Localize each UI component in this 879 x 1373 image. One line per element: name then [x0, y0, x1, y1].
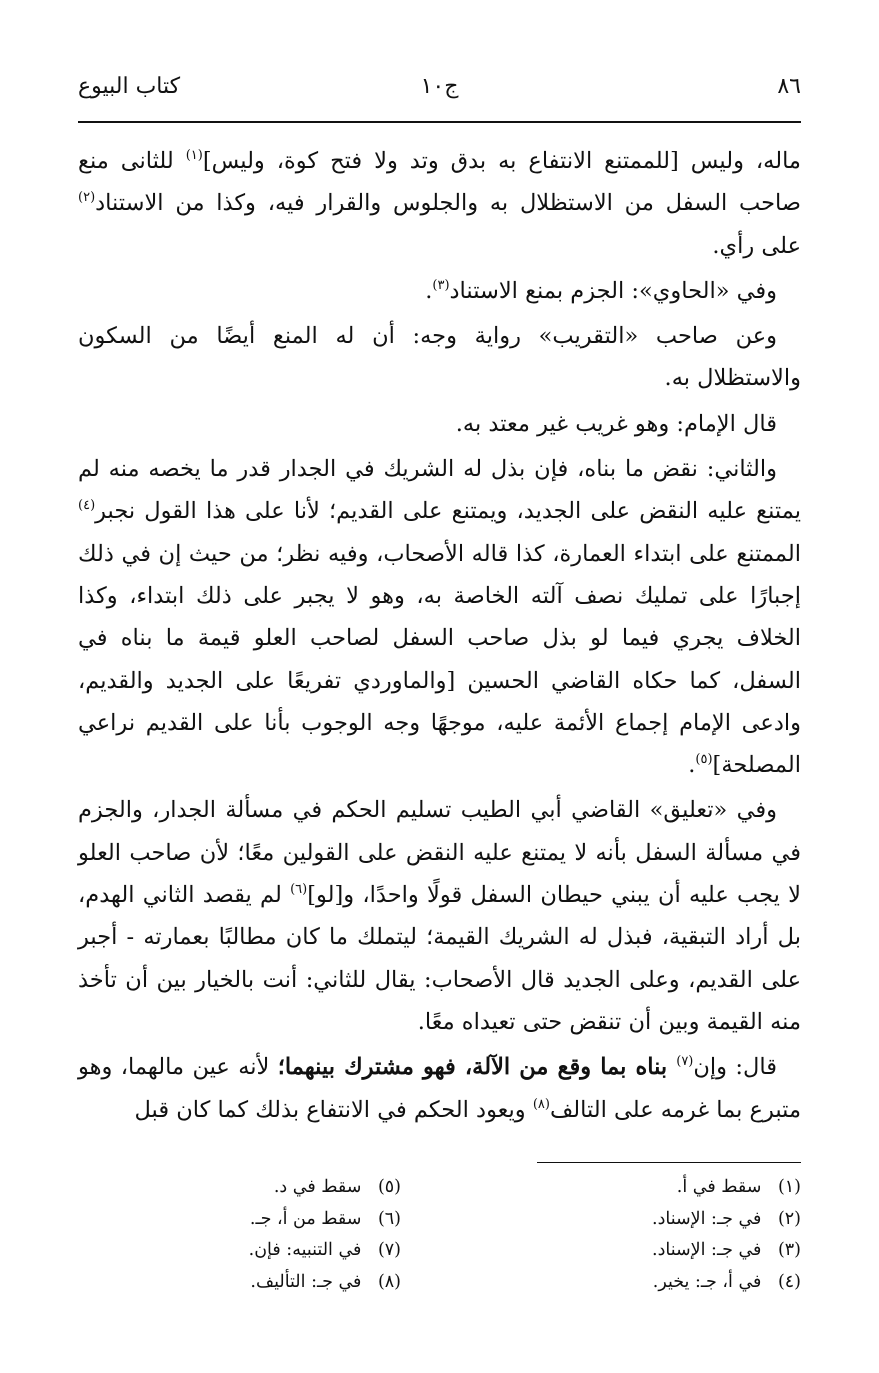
footnote-item: (٤) في أ، جـ: يخير. [652, 1271, 801, 1292]
footnote-item: (٢) في جـ: الإسناد. [652, 1208, 801, 1229]
footnote-ref: (١) [185, 148, 203, 163]
text-run: وعن صاحب «التقريب» رواية وجه: أن له المنع أيضًا من السكون والاستظلال به. [78, 323, 801, 392]
bold-text: بناه بما وقع من الآلة، فهو مشترك بينهما؛ [277, 1054, 677, 1081]
footnote-rule [537, 1162, 801, 1163]
footnote-ref: (٥) [695, 752, 713, 768]
footnote-ref: (٦) [290, 882, 308, 898]
text-run: لأنه عين مالهما، وهو متبرع بما غرمه على التالف [78, 1054, 801, 1123]
page-number: ٨٦ [777, 74, 801, 99]
footnote-ref: (٧) [676, 1054, 694, 1070]
footnote-item: (١) سقط في أ. [676, 1177, 801, 1197]
body-paragraph [78, 140, 801, 267]
footnote-item: (٣) في جـ: الإسناد. [652, 1240, 801, 1260]
text-run: ويعود الحكم في الانتفاع بذلك كما كان قبل [134, 1096, 533, 1123]
body-paragraph [78, 270, 801, 312]
body-paragraph [78, 448, 801, 786]
body-paragraph [78, 315, 801, 400]
text-run: قال: وإن [693, 1054, 777, 1081]
text-run: على رأي. [712, 232, 801, 259]
text-run: قال الإمام: وهو غريب غير معتد به. [455, 410, 777, 437]
text-run: . [688, 752, 696, 779]
text-run: لم يقصد الثاني الهدم، بل أراد التبقية، فبذل له الشريك القيمة؛ ليتملك ما كان مطالبًا بعمارته - أجبر على القديم، وعلى الجديد قال الأصحاب: يقال للثاني: أنت بالخيار بين أن تأخذ منه القيمة وبين أن تنقض حتى تعيداه معًا. [78, 882, 801, 1035]
volume-label: ج١٠ [420, 74, 459, 99]
footnote-ref: (٣) [432, 277, 450, 293]
main-text [78, 140, 801, 1134]
text-run: ماله، وليس [للممتنع الانتفاع به بدق وتد ولا فتح كوة، وليس] [202, 148, 801, 174]
text-run: وفي «الحاوي»: الجزم بمنع الاستناد [449, 277, 777, 304]
footnote-ref: (٨) [532, 1096, 550, 1112]
footnote-item: (٧) في التنبيه: فإن. [248, 1240, 401, 1260]
body-paragraph [78, 1046, 801, 1131]
text-run: وفي «تعليق» القاضي أبي الطيب تسليم الحكم في مسألة الجدار، والجزم في مسألة السفل بأنه لا يمتنع عليه النقض على القولين معًا؛ لأن صاحب العلو لا يجب عليه أن يبني حيطان السفل قولًا واحدًا، و[لو] [78, 797, 801, 909]
footnote-item: (٥) سقط في د. [273, 1177, 401, 1197]
footnote-ref: (٢) [78, 190, 96, 206]
body-paragraph [78, 789, 801, 1043]
text-run: للثانى منع صاحب السفل من الاستظلال به والجلوس والقرار فيه، وكذا من الاستناد [78, 148, 801, 217]
text-run: . [425, 277, 433, 304]
text-run: الممتنع على ابتداء العمارة، كذا قاله الأصحاب، وفيه نظر؛ من حيث إن في ذلك إجبارًا على تمليك نصف آلته الخاصة به، وهو لا يجبر على ذلك ابتداء، وكذا الخلاف يجري فيما لو بذل صاحب السفل لصاحب العلو قيمة ما بناه في السفل، كما حكاه القاضي الحسين [والماوردي تفريعًا على الجديد والقديم، وادعى الإمام إجماع الأئمة عليه، موجهًا وجه الوجوب بأنا على القديم نراعي المصلحة] [78, 540, 801, 779]
running-header [78, 74, 801, 114]
header-rule [78, 121, 801, 123]
body-paragraph [78, 403, 801, 445]
footnotes-column-right [471, 1172, 801, 1298]
text-run: والثاني: نقض ما بناه، فإن بذل له الشريك في الجدار قدر ما يخصه منه لم يمتنع عليه النقض على الجديد، ويمتنع على القديم؛ لأنا على هذا القول نجبر [78, 456, 801, 525]
footnote-item: (٦) سقط من أ، جـ. [249, 1208, 401, 1229]
footnote-item: (٨) في جـ: التأليف. [250, 1271, 401, 1292]
footnotes-column-left [71, 1172, 401, 1298]
book-title: كتاب البيوع [78, 74, 181, 99]
footnotes [78, 1172, 801, 1302]
footnote-ref: (٤) [78, 498, 96, 514]
